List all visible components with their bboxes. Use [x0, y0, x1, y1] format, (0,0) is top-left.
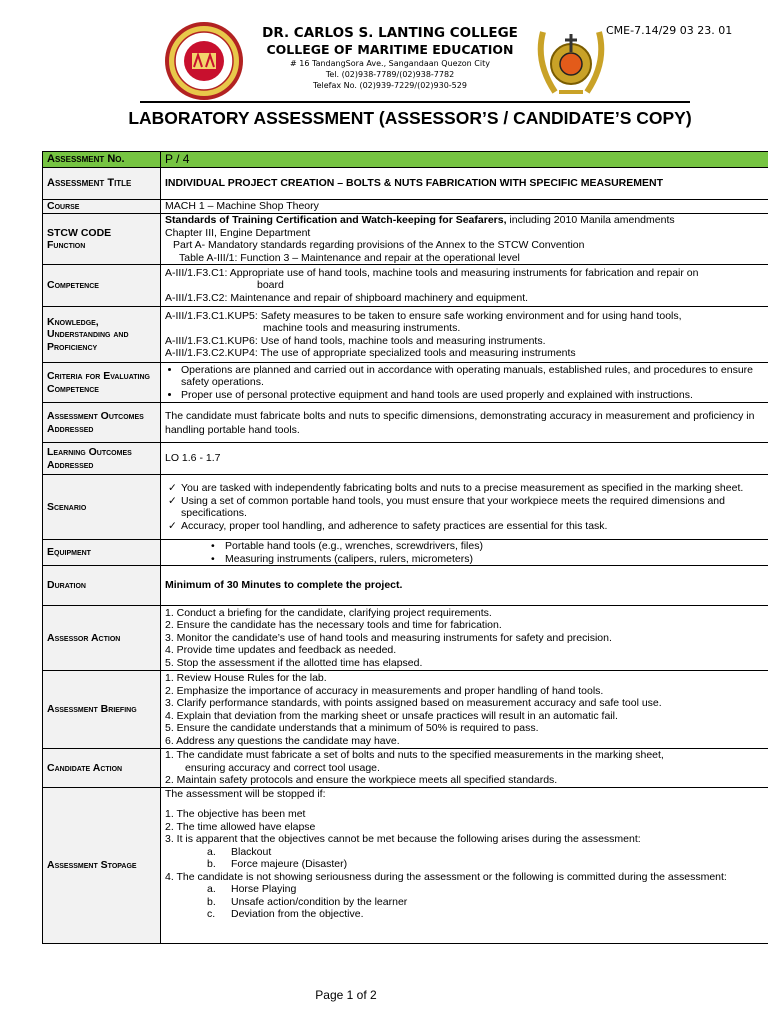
label-kup: Knowledge, Understanding and Proficiency: [43, 307, 161, 363]
label-stcw: [43, 214, 161, 265]
college-seal-logo: [165, 22, 243, 100]
value-learning-outcomes: LO 1.6 - 1.7: [161, 443, 768, 475]
bullet-icon: •: [211, 552, 215, 565]
row-stopage: [43, 787, 768, 943]
row-duration: [43, 566, 768, 606]
label-function: Function: [47, 239, 86, 251]
stcw-line-4: Table A-III/1: Function 3 – Maintenance and repair at the operational level: [179, 251, 520, 264]
equipment-text: Measuring instruments (calipers, rulers, micrometers): [225, 552, 473, 565]
assessor-action-item: 5. Stop the assessment if the allotted time has elapsed.: [165, 656, 423, 669]
header-divider: [140, 101, 690, 103]
bullet-icon: •: [211, 540, 215, 552]
row-criteria: [43, 363, 768, 403]
candidate-action-1b: ensuring accuracy and correct tool usage.: [185, 761, 380, 774]
college-name: DR. CARLOS S. LANTING COLLEGE: [262, 25, 518, 41]
stcw-line-3: Part A- Mandatory standards regarding provisions of the Annex to the STCW Convention: [173, 239, 585, 251]
value-briefing: [161, 671, 768, 749]
value-competence: [161, 265, 768, 307]
competence-line-1b: board: [257, 279, 284, 292]
value-stopage: [161, 787, 768, 943]
competence-line-2: A-III/1.F3.C2: Maintenance and repair of shipboard machinery and equipment.: [165, 291, 529, 304]
department-name: COLLEGE OF MARITIME EDUCATION: [266, 42, 514, 57]
label-assessment-no: Assessment No.: [43, 152, 161, 168]
briefing-item: 1. Review House Rules for the lab.: [165, 672, 327, 684]
stopage-item: 1. The objective has been met: [165, 808, 306, 820]
subitem-marker: b.: [207, 895, 216, 908]
stcw-standard-bold: Standards of Training Certification and Watch-keeping for Seafarers,: [165, 214, 507, 226]
value-kup: [161, 307, 768, 363]
stcw-standard-rest: including 2010 Manila amendments: [506, 214, 675, 226]
candidate-action-1a: 1. The candidate must fabricate a set of bolts and nuts to the specified measurements in the marking sheet,: [165, 749, 664, 761]
criteria-item: • Operations are planned and carried out in accordance with operating manuals, established rules, and procedures to ensure safety operations.: [181, 364, 767, 389]
college-header: [250, 25, 530, 91]
subitem-text: Deviation from the objective.: [231, 908, 364, 920]
value-course: MACH 1 – Machine Shop Theory: [161, 200, 768, 214]
criteria-item: • Proper use of personal protective equipment and hand tools are used properly and explained with instructions.: [181, 389, 767, 402]
kup-line-2: A-III/1.F3.C1.KUP6: Use of hand tools, machine tools and measuring instruments.: [165, 334, 546, 347]
row-outcomes: [43, 403, 768, 443]
equipment-text: Portable hand tools (e.g., wrenches, screwdrivers, files): [225, 540, 483, 552]
subitem-text: Horse Playing: [231, 883, 297, 895]
criteria-list: [165, 364, 767, 402]
label-briefing: Assessment Briefing: [43, 671, 161, 749]
row-assessment-title: [43, 168, 768, 200]
equipment-item: [165, 540, 767, 553]
kup-line-1b: machine tools and measuring instruments.: [263, 322, 461, 334]
value-assessor-action: [161, 606, 768, 671]
document-reference: CME-7.14/29 03 23. 01: [606, 24, 733, 37]
stopage-item: 3. It is apparent that the objectives cannot be met because the following arises during the assessment:: [165, 833, 641, 845]
stopage-subitem: [165, 883, 767, 896]
briefing-item: 4. Explain that deviation from the marking sheet or unsafe practices will result in an automatic fail.: [165, 709, 618, 722]
kup-line-1a: A-III/1.F3.C1.KUP5: Safety measures to be taken to ensure safe working environment and for using hand tools,: [165, 309, 682, 322]
value-equipment: [161, 540, 768, 566]
label-candidate-action: Candidate Action: [43, 749, 161, 788]
row-kup: [43, 307, 768, 363]
label-assessor-action: Assessor Action: [43, 606, 161, 671]
scenario-item: ✓ Accuracy, proper tool handling, and adherence to safety practices are essential for this task.: [181, 520, 767, 533]
competence-line-1a: A-III/1.F3.C1: Appropriate use of hand tools, machine tools and measuring instruments for fabrication and repair on: [165, 266, 699, 279]
stopage-intro: The assessment will be stopped if:: [165, 787, 326, 800]
label-outcomes: Assessment Outcomes Addressed: [43, 403, 161, 443]
assessor-action-item: 3. Monitor the candidate’s use of hand tools and measuring instruments for safety and precision.: [165, 631, 612, 644]
stcw-line-1: [165, 214, 767, 227]
scenario-list: [165, 482, 767, 532]
scenario-item: ✓ Using a set of common portable hand tools, you must ensure that your workpiece meets the required dimensions and specifications.: [181, 495, 767, 520]
telephone: Tel. (02)938-7789/(02)938-7782: [325, 70, 455, 79]
kup-line-3: A-III/1.F3.C2.KUP4: The use of appropriate specialized tools and measuring instruments: [165, 347, 576, 359]
label-equipment: Equipment: [43, 540, 161, 566]
stopage-subitem: [165, 846, 767, 859]
stopage-subitem: [165, 896, 767, 909]
subitem-marker: a.: [207, 845, 216, 858]
stcw-line-2: Chapter III, Engine Department: [165, 226, 311, 239]
subitem-marker: b.: [207, 858, 216, 870]
value-assessment-no: P / 4: [161, 152, 768, 168]
label-competence: Competence: [43, 265, 161, 307]
subitem-text: Force majeure (Disaster): [231, 858, 348, 870]
row-learning-outcomes: [43, 443, 768, 475]
row-course: [43, 200, 768, 214]
label-learning-outcomes: Learning Outcomes Addressed: [43, 443, 161, 475]
telefax: Telefax No. (02)939-7229/(02)930-529: [313, 81, 467, 90]
subitem-marker: c.: [207, 908, 216, 920]
label-scenario: Scenario: [43, 475, 161, 540]
briefing-item: 5. Ensure the candidate understands that a minimum of 50% is required to pass.: [165, 722, 539, 734]
subitem-text: Unsafe action/condition by the learner: [231, 895, 408, 908]
assessor-action-item: 4. Provide time updates and feedback as needed.: [165, 644, 397, 657]
value-duration: Minimum of 30 Minutes to complete the project.: [161, 566, 768, 606]
value-assessment-title: INDIVIDUAL PROJECT CREATION – BOLTS & NUTS FABRICATION WITH SPECIFIC MEASUREMENT: [161, 168, 768, 200]
assessment-table: [42, 151, 768, 944]
value-stcw: [161, 214, 768, 265]
row-scenario: [43, 475, 768, 540]
assessor-action-item: 1. Conduct a briefing for the candidate, clarifying project requirements.: [165, 606, 492, 619]
page-title: LABORATORY ASSESSMENT (ASSESSOR’S / CANDIDATE’S COPY): [128, 108, 692, 128]
label-assessment-title: Assessment Title: [43, 168, 161, 200]
label-course: Course: [43, 200, 161, 214]
row-candidate-action: [43, 749, 768, 788]
row-assessor-action: [43, 606, 768, 671]
label-stopage: Assessment Stopage: [43, 787, 161, 943]
value-candidate-action: [161, 749, 768, 788]
stopage-item: 2. The time allowed have elapse: [165, 820, 316, 833]
stopage-subitem: [165, 908, 767, 921]
scenario-item: ✓ You are tasked with independently fabricating bolts and nuts to a precise measurement as specified in the marking sheet.: [181, 482, 767, 495]
row-assessment-no: [43, 152, 768, 168]
briefing-item: 6. Address any questions the candidate may have.: [165, 734, 400, 747]
stopage-subitem: [165, 858, 767, 871]
briefing-item: 2. Emphasize the importance of accuracy in measurements and proper handling of hand tools.: [165, 684, 604, 697]
assessor-action-item: 2. Ensure the candidate has the necessary tools and time for fabrication.: [165, 619, 502, 632]
address: # 16 TandangSora Ave., Sangandaan Quezon City: [290, 59, 490, 68]
equipment-item: [165, 553, 767, 566]
maritime-emblem-logo: [535, 22, 607, 100]
row-equipment: [43, 540, 768, 566]
row-competence: [43, 265, 768, 307]
row-stcw: [43, 214, 768, 265]
row-briefing: [43, 671, 768, 749]
label-stcw-code: STCW CODE: [47, 226, 112, 239]
value-scenario: [161, 475, 768, 540]
value-outcomes: The candidate must fabricate bolts and nuts to specific dimensions, demonstrating accuracy in measurement and proficiency in handling portable hand tools.: [161, 403, 768, 443]
subitem-text: Blackout: [231, 845, 272, 858]
briefing-item: 3. Clarify performance standards, with points assigned based on measurement accuracy and safe tool use.: [165, 697, 662, 709]
label-criteria: Criteria for Evaluating Competence: [43, 363, 161, 403]
subitem-marker: a.: [207, 883, 216, 895]
page-number: Page 1 of 2: [315, 988, 377, 1002]
label-duration: Duration: [43, 566, 161, 606]
value-criteria: [161, 363, 768, 403]
candidate-action-2: 2. Maintain safety protocols and ensure the workpiece meets all specified standards.: [165, 774, 558, 786]
stopage-item: 4. The candidate is not showing seriousness during the assessment or the following is committed during the assessment:: [165, 870, 727, 883]
